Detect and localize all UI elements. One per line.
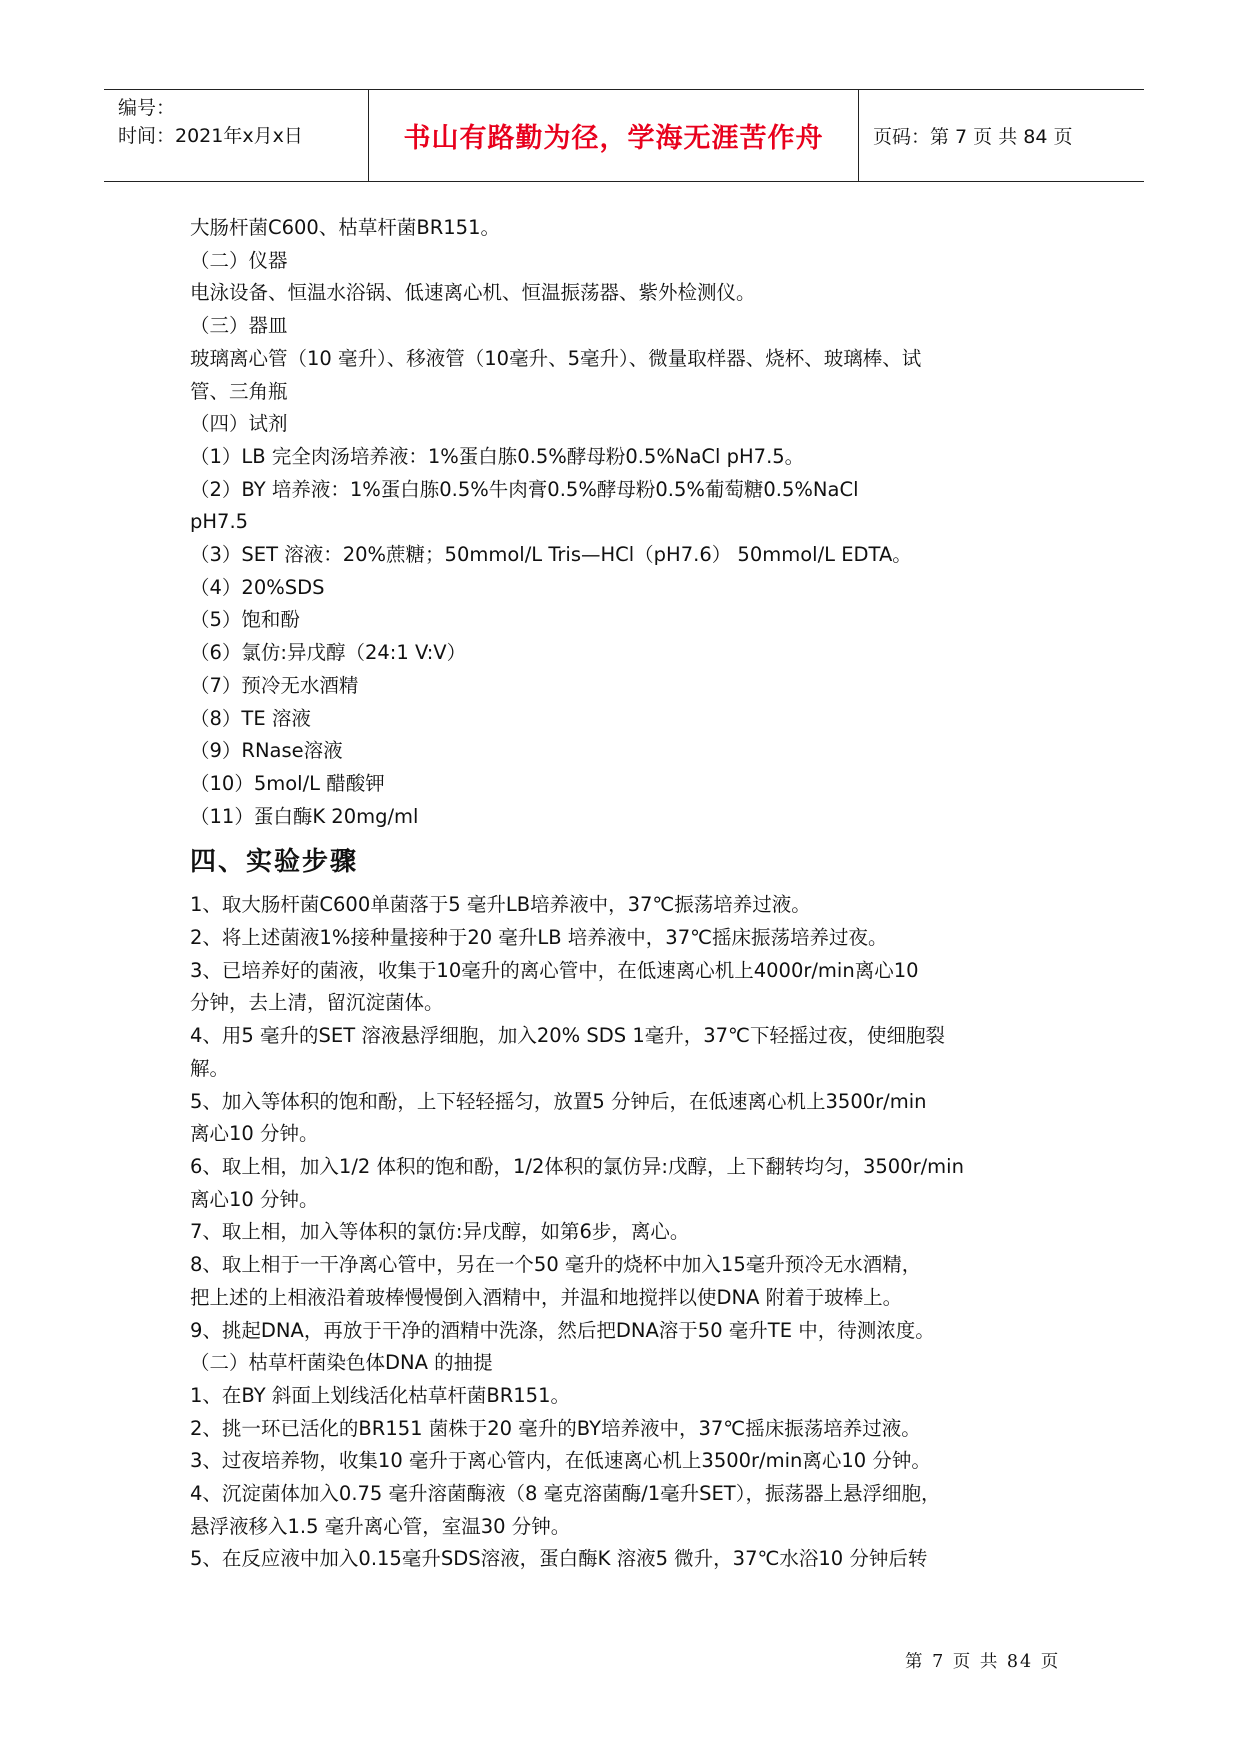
text-line: （8）TE 溶液 — [190, 706, 311, 730]
text-line: 1、在BY 斜面上划线活化枯草杆菌BR151。 — [190, 1383, 570, 1407]
text-line: （1）LB 完全肉汤培养液：1%蛋白胨0.5%酵母粉0.5%NaCl pH7.5。 — [190, 444, 805, 468]
text-line: 8、取上相于一干净离心管中，另在一个50 毫升的烧杯中加入15毫升预冷无水酒精， — [190, 1253, 922, 1277]
document-header — [104, 89, 1144, 182]
header-motto-cell — [369, 90, 859, 181]
text-line: 4、沉淀菌体加入0.75 毫升溶菌酶液（8 毫克溶菌酶/1毫升SET），振荡器上悬浮细胞， — [190, 1482, 941, 1506]
text-line: 管、三角瓶 — [190, 379, 288, 403]
text-line: （四）试剂 — [190, 412, 288, 436]
text-line: 5、加入等体积的饱和酚，上下轻轻摇匀，放置5 分钟后，在低速离心机上3500r/min — [190, 1089, 927, 1113]
header-page-cell — [859, 90, 1144, 181]
text-line: 分钟，去上清，留沉淀菌体。 — [190, 991, 444, 1015]
header-left-cell — [104, 90, 369, 181]
text-line: 7、取上相，加入等体积的氯仿:异戊醇，如第6步，离心。 — [190, 1220, 690, 1244]
text-line: （9）RNase溶液 — [190, 739, 343, 763]
text-line: 离心10 分钟。 — [190, 1122, 319, 1146]
document-body — [190, 212, 1050, 1576]
text-line: （3）SET 溶液：20%蔗糖；50mmol/L Tris—HCl（pH7.6） 50mmol/L EDTA。 — [190, 543, 912, 567]
time-label: 时间：2021年x月x日 — [118, 125, 303, 147]
text-line: 悬浮液移入1.5 毫升离心管，室温30 分钟。 — [190, 1514, 571, 1538]
text-line: 3、过夜培养物，收集10 毫升于离心管内，在低速离心机上3500r/min离心10 分钟。 — [190, 1449, 931, 1473]
text-line: （4）20%SDS — [190, 575, 325, 599]
text-line: 电泳设备、恒温水浴锅、低速离心机、恒温振荡器、紫外检测仪。 — [190, 281, 756, 305]
text-line: （11）蛋白酶K 20mg/ml — [190, 804, 419, 828]
page-footer: 第 7 页 共 84 页 — [905, 1652, 1061, 1672]
text-line: （7）预冷无水酒精 — [190, 673, 359, 697]
text-line: （5）饱和酚 — [190, 608, 300, 632]
text-line: 玻璃离心管（10 毫升）、移液管（10毫升、5毫升）、微量取样器、烧杯、玻璃棒、试 — [190, 346, 922, 370]
section-heading: 四、实验步骤 — [190, 847, 359, 878]
text-line: 把上述的上相液沿着玻棒慢慢倒入酒精中，并温和地搅拌以使DNA 附着于玻棒上。 — [190, 1285, 903, 1309]
text-line: 2、挑一环已活化的BR151 菌株于20 毫升的BY培养液中，37℃摇床振荡培养过液。 — [190, 1416, 921, 1440]
text-line: 3、已培养好的菌液，收集于10毫升的离心管中，在低速离心机上4000r/min离心10 — [190, 958, 919, 982]
text-line: （2）BY 培养液：1%蛋白胨0.5%牛肉膏0.5%酵母粉0.5%葡萄糖0.5%NaCl — [190, 477, 859, 501]
text-line: 2、将上述菌液1%接种量接种于20 毫升LB 培养液中，37℃摇床振荡培养过夜。 — [190, 926, 888, 950]
text-line: （10）5mol/L 醋酸钾 — [190, 771, 385, 795]
text-line: （6）氯仿:异戊醇（24:1 V:V） — [190, 641, 467, 665]
text-line: 大肠杆菌C600、枯草杆菌BR151。 — [190, 216, 500, 239]
text-line: 离心10 分钟。 — [190, 1187, 319, 1211]
text-line: 5、在反应液中加入0.15毫升SDS溶液，蛋白酶K 溶液5 微升，37℃水浴10 分钟后转 — [190, 1547, 928, 1571]
number-label: 编号： — [118, 97, 176, 119]
header-motto: 书山有路勤为径，学海无涯苦作舟 — [403, 123, 824, 154]
text-line: 1、取大肠杆菌C600单菌落于5 毫升LB培养液中，37℃振荡培养过液。 — [190, 893, 811, 917]
text-line: pH7.5 — [190, 510, 249, 534]
text-line: 9、挑起DNA，再放于干净的酒精中洗涤，然后把DNA溶于50 毫升TE 中，待测浓度。 — [190, 1318, 935, 1342]
text-line: 4、用5 毫升的SET 溶液悬浮细胞，加入20% SDS 1毫升，37℃下轻摇过夜，使细胞裂 — [190, 1024, 945, 1048]
steps-section — [190, 889, 1050, 1576]
text-line: （三）器皿 — [190, 314, 288, 338]
materials-section — [190, 212, 1050, 833]
text-line: 6、取上相，加入1/2 体积的饱和酚，1/2体积的氯仿异:戊醇，上下翻转均匀，3500r/min — [190, 1154, 964, 1178]
text-line: 解。 — [190, 1056, 230, 1080]
text-line: （二）枯草杆菌染色体DNA 的抽提 — [190, 1351, 493, 1375]
text-line: （二）仪器 — [190, 248, 288, 272]
page-number-label: 页码：第 7 页 共 84 页 — [873, 126, 1073, 148]
